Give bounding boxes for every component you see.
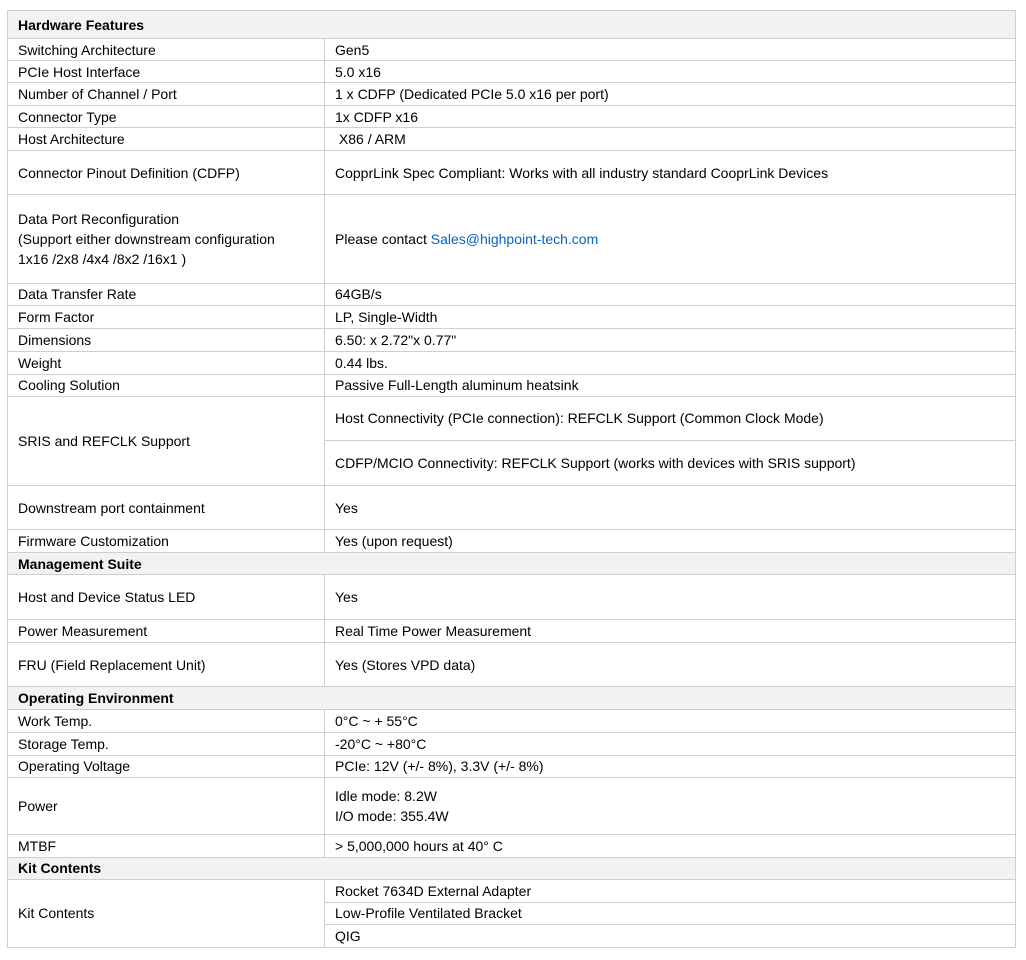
table-row: [8, 83, 1016, 106]
row-label: Firmware Customization: [8, 530, 325, 553]
row-value: Real Time Power Measurement: [325, 620, 1016, 643]
row-label: SRIS and REFCLK Support: [8, 396, 325, 485]
table-row: [8, 351, 1016, 374]
table-row: [8, 151, 1016, 195]
row-value: CopprLink Spec Compliant: Works with all industry standard CooprLink Devices: [325, 151, 1016, 195]
row-value: Yes: [325, 485, 1016, 529]
table-row: [8, 530, 1016, 553]
table-row: [8, 777, 1016, 834]
row-value: -20°C ~ +80°C: [325, 732, 1016, 755]
table-row: [8, 755, 1016, 777]
section-title: Management Suite: [8, 553, 1016, 575]
value-line: Idle mode: 8.2W: [335, 787, 437, 804]
row-label: Power: [8, 777, 325, 834]
row-value: CDFP/MCIO Connectivity: REFCLK Support (works with devices with SRIS support): [325, 440, 1016, 485]
row-label: Work Temp.: [8, 710, 325, 732]
section-header-environment: [8, 687, 1016, 710]
row-label: Dimensions: [8, 328, 325, 351]
row-value: Rocket 7634D External Adapter: [325, 879, 1016, 902]
row-value: 1 x CDFP (Dedicated PCIe 5.0 x16 per port): [325, 83, 1016, 106]
table-row: [8, 305, 1016, 328]
table-row: [8, 195, 1016, 283]
spec-table: [7, 10, 1016, 948]
row-value: 1x CDFP x16: [325, 106, 1016, 128]
section-title: Operating Environment: [8, 687, 1016, 710]
table-row: [8, 575, 1016, 620]
table-row: [8, 106, 1016, 128]
table-row: [8, 396, 1016, 440]
table-row: [8, 620, 1016, 643]
row-value: Low-Profile Ventilated Bracket: [325, 902, 1016, 924]
sales-email-link[interactable]: Sales@highpoint-tech.com: [430, 230, 599, 247]
table-row: [8, 879, 1016, 902]
row-value: Host Connectivity (PCIe connection): REFCLK Support (Common Clock Mode): [325, 396, 1016, 440]
row-value: [325, 195, 1016, 283]
table-row: [8, 710, 1016, 732]
table-row: [8, 61, 1016, 83]
table-row: [8, 128, 1016, 151]
contact-text: Please contact: [335, 230, 431, 247]
section-header-hardware: [8, 11, 1016, 39]
row-value: 64GB/s: [325, 283, 1016, 305]
table-row: [8, 39, 1016, 61]
row-label: [8, 195, 325, 283]
section-title: Kit Contents: [8, 857, 1016, 879]
row-value: [325, 777, 1016, 834]
row-label: Downstream port containment: [8, 485, 325, 529]
row-value: LP, Single-Width: [325, 305, 1016, 328]
row-value: > 5,000,000 hours at 40° C: [325, 834, 1016, 857]
row-value: 0°C ~ + 55°C: [325, 710, 1016, 732]
row-label: Host Architecture: [8, 128, 325, 151]
row-label: Connector Pinout Definition (CDFP): [8, 151, 325, 195]
table-row: [8, 643, 1016, 687]
row-label: Host and Device Status LED: [8, 575, 325, 620]
table-row: [8, 834, 1016, 857]
row-label: Weight: [8, 351, 325, 374]
row-value: PCIe: 12V (+/- 8%), 3.3V (+/- 8%): [325, 755, 1016, 777]
table-row: [8, 283, 1016, 305]
row-value: Yes (Stores VPD data): [325, 643, 1016, 687]
row-value: 5.0 x16: [325, 61, 1016, 83]
table-row: [8, 328, 1016, 351]
row-label: FRU (Field Replacement Unit): [8, 643, 325, 687]
row-label: Kit Contents: [8, 879, 325, 947]
row-label: Form Factor: [8, 305, 325, 328]
section-header-kit: [8, 857, 1016, 879]
row-label: MTBF: [8, 834, 325, 857]
row-label: Storage Temp.: [8, 732, 325, 755]
row-label: Connector Type: [8, 106, 325, 128]
row-value: Yes: [325, 575, 1016, 620]
row-value: X86 / ARM: [325, 128, 1016, 151]
label-line: (Support either downstream configuration: [18, 230, 275, 247]
row-value: 0.44 lbs.: [325, 351, 1016, 374]
table-row: [8, 374, 1016, 396]
table-row: [8, 485, 1016, 529]
row-value: Yes (upon request): [325, 530, 1016, 553]
row-label: PCIe Host Interface: [8, 61, 325, 83]
row-label: Cooling Solution: [8, 374, 325, 396]
row-value: QIG: [325, 924, 1016, 947]
row-value: Passive Full-Length aluminum heatsink: [325, 374, 1016, 396]
row-label: Data Transfer Rate: [8, 283, 325, 305]
value-line: I/O mode: 355.4W: [335, 807, 449, 824]
label-line: Data Port Reconfiguration: [18, 210, 180, 227]
row-label: Number of Channel / Port: [8, 83, 325, 106]
section-header-management: [8, 553, 1016, 575]
table-row: [8, 732, 1016, 755]
row-label: Operating Voltage: [8, 755, 325, 777]
row-label: Power Measurement: [8, 620, 325, 643]
row-value: Gen5: [325, 39, 1016, 61]
row-label: Switching Architecture: [8, 39, 325, 61]
section-title: Hardware Features: [8, 11, 1016, 39]
row-value: 6.50: x 2.72"x 0.77": [325, 328, 1016, 351]
label-line: 1x16 /2x8 /4x4 /8x2 /16x1 ): [18, 250, 187, 267]
